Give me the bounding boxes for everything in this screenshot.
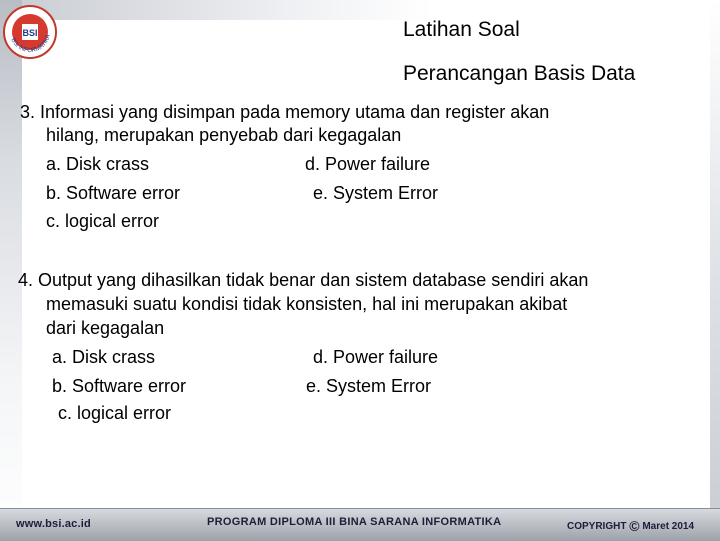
copyright-label: COPYRIGHT — [567, 521, 627, 532]
q4-line-1: 4. Output yang dihasilkan tidak benar dan sistem database sendiri akan — [18, 270, 589, 290]
copyright-date: Maret 2014 — [642, 521, 695, 532]
svg-text:BSI: BSI — [22, 28, 38, 38]
q4-option-e: e. System Error — [306, 376, 432, 396]
q4-option-a: a. Disk crass — [52, 347, 156, 367]
q3-option-e: e. System Error — [313, 183, 439, 203]
page-title: Latihan Soal — [403, 18, 520, 41]
q3-line-2: hilang, merupakan penyebab dari kegagalan — [46, 125, 402, 145]
q3-option-b: b. Software error — [46, 183, 181, 203]
bsi-logo — [2, 4, 58, 60]
footer-url: www.bsi.ac.id — [16, 518, 91, 530]
q3-option-d: d. Power failure — [305, 154, 431, 174]
frame-right — [710, 0, 720, 540]
page-subtitle: Perancangan Basis Data — [403, 62, 636, 85]
footer-bar — [0, 508, 720, 541]
copyright-symbol: © — [629, 518, 640, 534]
logo-text: BSI INFORMATIKA — [9, 33, 52, 55]
q4-option-d: d. Power failure — [313, 347, 439, 367]
q4-option-b: b. Software error — [52, 376, 187, 396]
q3-line-1: 3. Informasi yang disimpan pada memory utama dan register akan — [20, 102, 550, 122]
q4-line-3: dari kegagalan — [46, 318, 165, 338]
q3-option-c: c. logical error — [46, 211, 160, 231]
q3-option-a: a. Disk crass — [46, 154, 150, 174]
frame-top — [0, 0, 720, 20]
q4-line-2: memasuki suatu kondisi tidak konsisten, hal ini merupakan akibat — [46, 294, 568, 314]
footer-program: PROGRAM DIPLOMA III BINA SARANA INFORMATIKA — [207, 516, 502, 528]
q4-option-c: c. logical error — [58, 403, 172, 423]
footer-copyright — [567, 518, 694, 534]
